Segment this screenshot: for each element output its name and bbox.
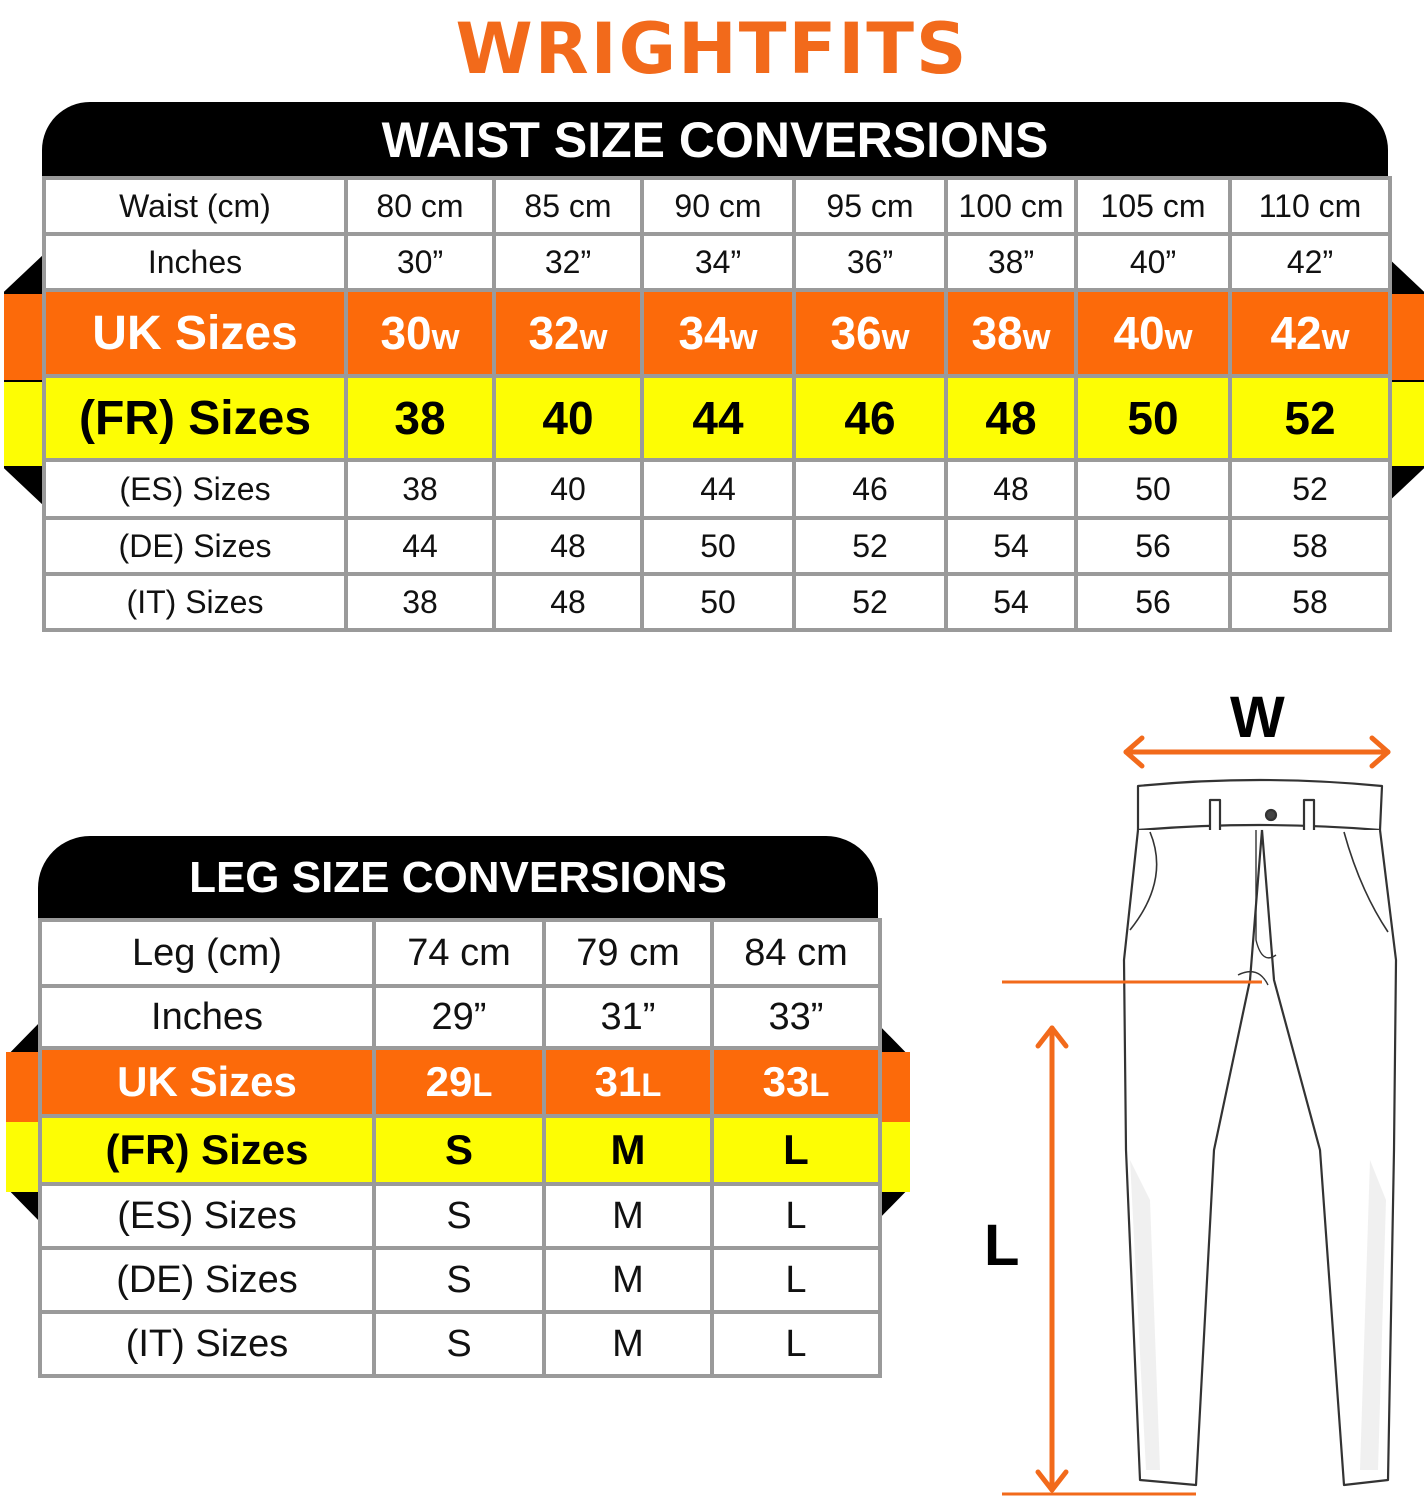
row-label: UK Sizes [44,290,346,376]
size-value: L [785,1322,807,1365]
size-suffix: L [641,1066,662,1103]
size-value: M [612,1258,644,1301]
row-label: (IT) Sizes [40,1312,374,1376]
size-value: 54 [993,527,1029,564]
waistband-outline [1138,780,1382,830]
size-value: 100 cm [958,187,1064,224]
size-value: 44 [700,470,736,507]
size-value: L [783,1126,809,1173]
size-value: M [612,1194,644,1237]
row-label: Leg (cm) [40,920,374,986]
size-value: 38 [971,307,1023,359]
size-value: 52 [1292,470,1328,507]
waist-title: WAIST SIZE CONVERSIONS [42,102,1388,178]
size-value: 95 cm [826,187,914,224]
size-value: S [446,1194,472,1237]
size-value: 31” [600,995,656,1038]
button-icon [1266,810,1276,820]
size-value: 56 [1135,527,1171,564]
size-value: 56 [1135,583,1171,620]
size-value: 50 [700,583,736,620]
size-value: 48 [550,583,586,620]
size-value: 31 [594,1058,642,1105]
size-value: L [785,1194,807,1237]
size-value: 38 [402,583,438,620]
size-value: 85 cm [524,187,612,224]
size-suffix: w [881,317,910,357]
size-value: 38 [394,392,446,444]
size-value: 29 [425,1058,473,1105]
size-suffix: w [1164,317,1193,357]
size-suffix: L [472,1066,493,1103]
row-label: (ES) Sizes [40,1184,374,1248]
size-value: 52 [852,583,888,620]
size-value: 50 [1127,392,1179,444]
row-label: (ES) Sizes [44,460,346,518]
size-value: 42” [1286,243,1334,280]
size-value: 42 [1270,307,1322,359]
size-value: 84 cm [744,931,848,974]
size-value: 110 cm [1258,187,1362,224]
size-value: 38 [402,470,438,507]
size-value: 29” [431,995,487,1038]
size-value: 50 [700,527,736,564]
size-value: 34 [678,307,730,359]
row-label: Inches [40,986,374,1048]
size-value: 34” [694,243,742,280]
row-label: (FR) Sizes [40,1116,374,1184]
size-value: 32” [544,243,592,280]
row-label: (DE) Sizes [40,1248,374,1312]
size-value: 52 [852,527,888,564]
size-value: 30 [380,307,432,359]
row-label: Inches [44,234,346,290]
size-value: 40” [1129,243,1177,280]
size-value: 46 [844,392,896,444]
size-value: M [612,1322,644,1365]
size-value: 52 [1284,392,1336,444]
length-label: L [984,1213,1020,1278]
row-label: (DE) Sizes [44,518,346,574]
size-value: 36 [830,307,882,359]
width-label: W [1230,685,1285,750]
size-value: 40 [542,392,594,444]
size-value: 38” [987,243,1035,280]
size-value: 36” [846,243,894,280]
row-label: (IT) Sizes [44,574,346,630]
size-suffix: w [1321,317,1350,357]
size-value: 32 [528,307,580,359]
size-value: S [444,1126,473,1173]
size-suffix: w [1022,317,1051,357]
size-value: 50 [1135,470,1171,507]
row-label: Waist (cm) [44,178,346,234]
size-suffix: L [809,1066,830,1103]
size-suffix: w [431,317,460,357]
size-value: 58 [1292,527,1328,564]
size-value: 74 cm [407,931,511,974]
size-value: S [446,1322,472,1365]
size-value: 48 [993,470,1029,507]
size-value: M [610,1126,646,1173]
size-value: 105 cm [1100,187,1206,224]
brand-logo: WRIGHTFITS [455,8,969,90]
size-value: S [446,1258,472,1301]
size-value: 80 cm [376,187,464,224]
size-value: 48 [985,392,1037,444]
row-label: (FR) Sizes [44,376,346,460]
size-value: 30” [396,243,444,280]
size-value: 79 cm [576,931,680,974]
size-suffix: w [729,317,758,357]
size-value: 40 [550,470,586,507]
size-value: 58 [1292,583,1328,620]
size-value: 48 [550,527,586,564]
size-value: 46 [852,470,888,507]
leg-title: LEG SIZE CONVERSIONS [38,836,878,920]
row-label: UK Sizes [40,1048,374,1116]
size-value: 33” [768,995,824,1038]
size-value: L [785,1258,807,1301]
size-value: 90 cm [674,187,762,224]
size-value: 33 [762,1058,810,1105]
size-value: 40 [1113,307,1165,359]
size-value: 54 [993,583,1029,620]
size-suffix: w [579,317,608,357]
size-value: 44 [402,527,438,564]
size-value: 44 [692,392,744,444]
